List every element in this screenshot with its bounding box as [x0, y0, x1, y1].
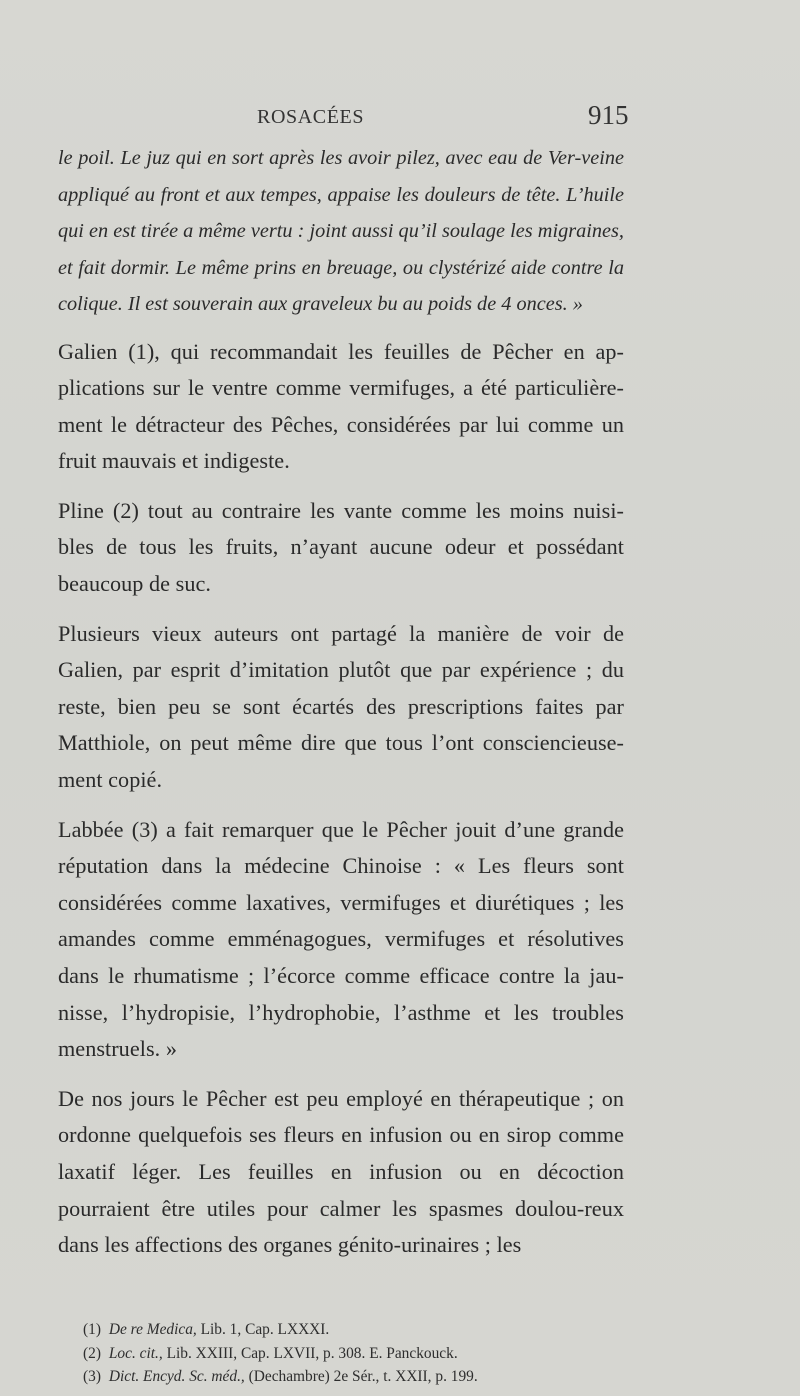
- paragraph-galien: Galien (1), qui recommandait les feuilles de Pêcher en ap-plications sur le ventre comme vermifuges, a été particulière-ment le détracteur des Pêches, considérées par lui comme un fruit mauvais et indigeste.: [58, 338, 624, 474]
- main-text: [58, 140, 624, 1277]
- footnote-title: De re Medica,: [108, 1321, 197, 1338]
- quote-continuation: le poil. Le juz qui en sort après les avoir pilez, avec eau de Ver-veine appliqué au front et aux tempes, appaise les douleurs de tête. L’huile qui en est tirée a même vertu : joint aussi qu’il soulage les migraines, et fait dormir. Le même prins en breuage, ou clystérizé aide contre la colique. Il est souverain aux graveleux bu au poids de 4 onces. »: [58, 147, 624, 315]
- paragraph-labbee: Labbée (3) a fait remarquer que le Pêcher jouit d’une grande réputation dans la médecine Chinoise : « Les fleurs sont considérées comme laxatives, vermifuges et diurétiques ; les amandes comme emménagogues, vermifuges et résolutives dans le rhumatisme ; l’écorce comme efficace contre la jau-nisse, l’hydropisie, l’hydrophobie, l’asthme et les troubles menstruels. »: [58, 816, 624, 1062]
- page-number: 915: [588, 100, 629, 130]
- paragraph-pline: Pline (2) tout au contraire les vante comme les moins nuisi-bles de tous les fruits, n’ayant aucune odeur et possédant beaucoup de suc.: [58, 497, 624, 597]
- running-title: ROSACÉES: [257, 106, 365, 128]
- footnote-1: [83, 1318, 623, 1342]
- paragraph-de-nos-jours: De nos jours le Pêcher est peu employé en thérapeutique ; on ordonne quelquefois ses fleurs en infusion ou en sirop comme laxatif léger. Les feuilles en infusion ou en décoction pourraient être utiles pour calmer les spasmes doulou-reux dans les affections des organes génito-urinaires ; les: [58, 1085, 624, 1258]
- footnote-reference: Lib. 1, Cap. LXXXI.: [200, 1321, 330, 1338]
- footnote-title: Loc. cit.,: [108, 1344, 163, 1362]
- footnote-reference: Lib. XXIII, Cap. LXVII, p. 308. E. Panckouck.: [166, 1344, 458, 1362]
- paragraph-vieux-auteurs: Plusieurs vieux auteurs ont partagé la manière de voir de Galien, par esprit d’imitation plutôt que par expérience ; du reste, bien peu se sont écartés des prescriptions faites par Matthiole, on peut même dire que tous l’ont consciencieuse-ment copié.: [58, 620, 624, 793]
- footnote-title: Dict. Encyd. Sc. méd.,: [108, 1368, 245, 1385]
- footnote-number: (1): [83, 1321, 101, 1338]
- footnote-2: [83, 1342, 623, 1366]
- footnotes: [83, 1318, 623, 1389]
- footnote-number: (3): [83, 1368, 101, 1385]
- footnote-number: (2): [83, 1344, 101, 1362]
- page-header: [0, 100, 800, 140]
- footnote-3: [83, 1365, 623, 1389]
- footnote-reference: (Dechambre) 2e Sér., t. XXII, p. 199.: [248, 1368, 478, 1385]
